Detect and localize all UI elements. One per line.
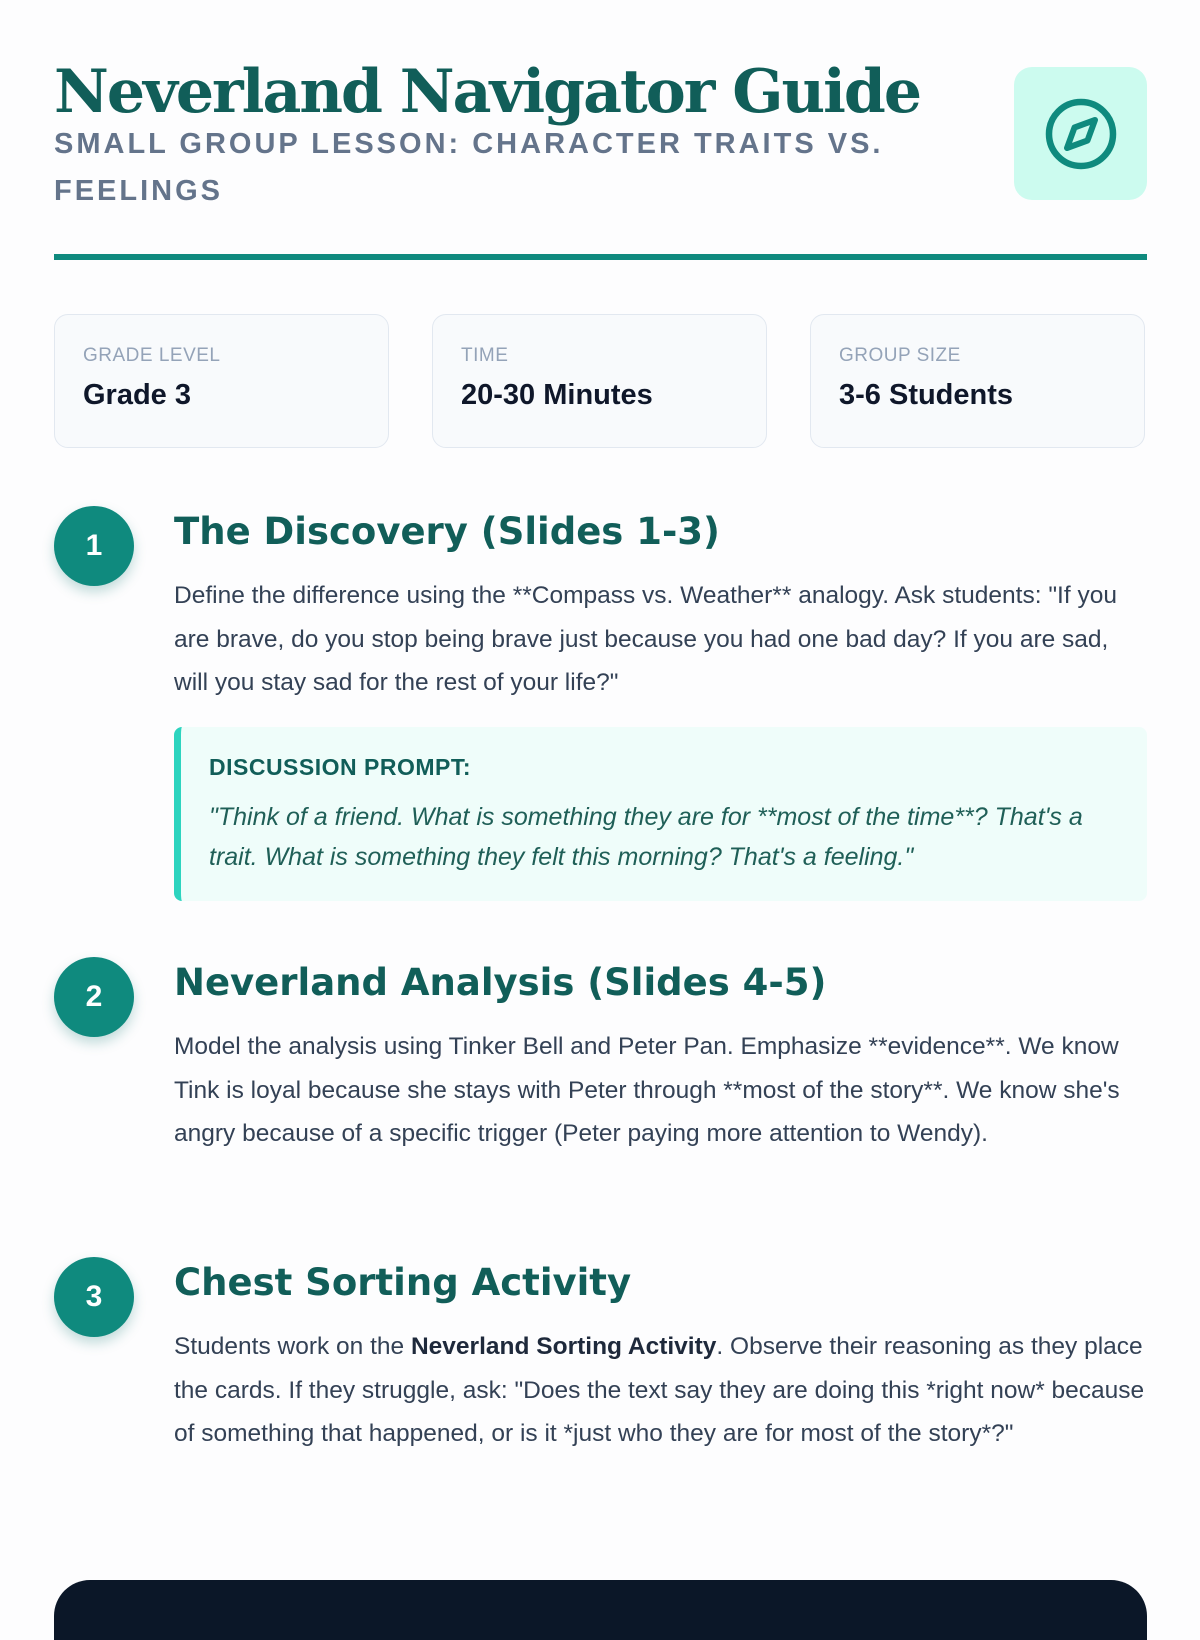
step-number-badge: 1 bbox=[54, 506, 134, 586]
meta-label: GRADE LEVEL bbox=[83, 345, 221, 366]
header-divider bbox=[54, 254, 1147, 260]
step-title: Neverland Analysis (Slides 4-5) bbox=[174, 961, 827, 1004]
step-body bbox=[174, 506, 1147, 901]
step-number-badge: 2 bbox=[54, 957, 134, 1037]
meta-value: 3-6 Students bbox=[839, 379, 1014, 411]
footer-bar bbox=[54, 1580, 1147, 1640]
prompt-label: DISCUSSION PROMPT: bbox=[209, 753, 472, 780]
meta-value: Grade 3 bbox=[83, 379, 191, 411]
meta-value: 20-30 Minutes bbox=[461, 379, 653, 411]
page-title: Neverland Navigator Guide bbox=[54, 57, 921, 127]
step-description: Define the difference using the **Compass vs. Weather** analogy. Ask students: "If you are brave, do you stop being brave just because you had one bad day? If you are sad, will you stay sad for the rest of your life?" bbox=[174, 582, 1117, 696]
meta-label: GROUP SIZE bbox=[839, 345, 961, 366]
discussion-prompt-callout bbox=[174, 727, 1147, 901]
step-title: Chest Sorting Activity bbox=[174, 1261, 632, 1304]
step-body bbox=[174, 1257, 1147, 1456]
activity-name: Neverland Sorting Activity bbox=[410, 1333, 717, 1360]
compass-icon bbox=[1043, 96, 1119, 172]
compass-logo bbox=[1014, 67, 1147, 200]
prompt-text: "Think of a friend. What is something they are for **most of the time**? That's a trait. What is something they felt this morning? That's a feeling." bbox=[209, 802, 1083, 871]
meta-card-grade-level bbox=[54, 314, 389, 448]
meta-card-group-size bbox=[810, 314, 1145, 448]
step-number-badge: 3 bbox=[54, 1257, 134, 1337]
step-text-after: . Observe their reasoning as they place the cards. If they struggle, ask: "Does the text say they are doing this *right now* because of something that happened, or is it *just who they are for most of the story*?" bbox=[174, 1333, 1145, 1447]
step-body bbox=[174, 957, 1147, 1156]
lesson-meta bbox=[54, 314, 1147, 450]
guide-header bbox=[54, 52, 1147, 212]
step-description: Model the analysis using Tinker Bell and Peter Pan. Emphasize **evidence**. We know Tink is loyal because she stays with Peter through **most of the story**. We know she's angry because of a specific trigger (Peter paying more attention to Wendy). bbox=[174, 1033, 1120, 1147]
meta-label: TIME bbox=[461, 345, 509, 366]
step-title: The Discovery (Slides 1-3) bbox=[174, 510, 720, 553]
page-subtitle: SMALL GROUP LESSON: CHARACTER TRAITS VS. FEELINGS bbox=[54, 128, 884, 207]
step-text-before: Students work on the bbox=[174, 1333, 411, 1360]
meta-card-time bbox=[432, 314, 767, 448]
lesson-guide-page bbox=[54, 0, 1147, 1600]
step-description bbox=[174, 1325, 1147, 1456]
